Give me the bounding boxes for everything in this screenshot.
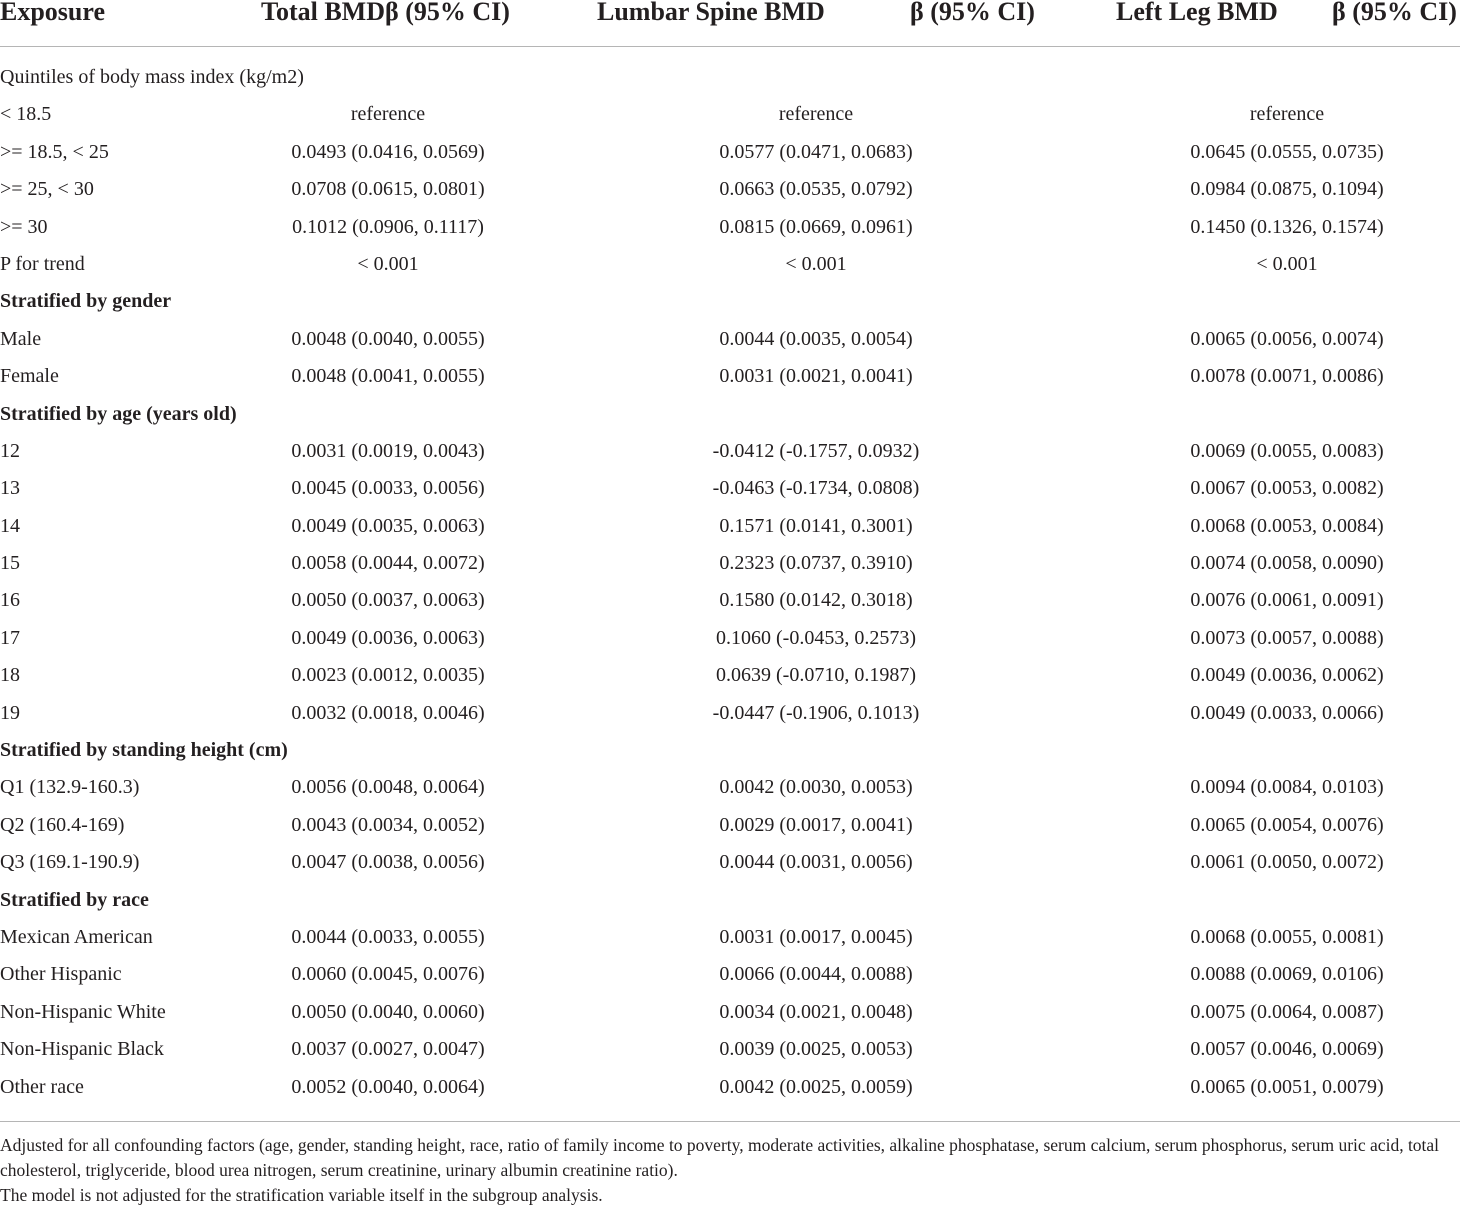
left-leg-bmd-cell: 0.0076 (0.0061, 0.0091) <box>1190 589 1384 612</box>
total-bmd-cell: 0.0047 (0.0038, 0.0056) <box>291 851 485 874</box>
row-label: Non-Hispanic Black <box>0 1038 164 1061</box>
table-row <box>0 470 1460 507</box>
section-header-row <box>0 283 1460 320</box>
row-label: 19 <box>0 701 20 724</box>
lumbar-spine-bmd-cell: -0.0412 (-0.1757, 0.0932) <box>712 439 920 462</box>
total-bmd-cell: 0.0493 (0.0416, 0.0569) <box>291 140 485 163</box>
lumbar-spine-bmd-cell: 0.0044 (0.0035, 0.0054) <box>719 327 913 350</box>
left-leg-bmd-cell: 0.0067 (0.0053, 0.0082) <box>1190 477 1384 500</box>
left-leg-bmd-cell: 0.0984 (0.0875, 0.1094) <box>1190 178 1384 201</box>
row-label: 13 <box>0 477 20 500</box>
row-label: >= 18.5, < 25 <box>0 140 109 163</box>
lumbar-spine-bmd-cell: 0.0066 (0.0044, 0.0088) <box>719 963 913 986</box>
left-leg-bmd-cell: 0.0094 (0.0084, 0.0103) <box>1190 776 1384 799</box>
total-bmd-cell: 0.0023 (0.0012, 0.0035) <box>291 664 485 687</box>
left-leg-bmd-cell: 0.0061 (0.0050, 0.0072) <box>1190 851 1384 874</box>
table-row <box>0 358 1460 395</box>
lumbar-spine-bmd-cell: 0.1580 (0.0142, 0.3018) <box>719 589 913 612</box>
header-lumbar-beta: β (95% CI) <box>910 0 1035 26</box>
header-total-bmd: Total BMDβ (95% CI) <box>261 0 510 26</box>
row-label: < 18.5 <box>0 103 52 126</box>
row-label: Other Hispanic <box>0 963 122 986</box>
row-label: 12 <box>0 439 20 462</box>
total-bmd-cell: 0.0708 (0.0615, 0.0801) <box>291 178 485 201</box>
header-divider <box>0 46 1460 47</box>
left-leg-bmd-cell: < 0.001 <box>1256 252 1318 275</box>
lumbar-spine-bmd-cell: 0.0042 (0.0025, 0.0059) <box>719 1075 913 1098</box>
table-row <box>0 1069 1460 1106</box>
row-label: 16 <box>0 589 20 612</box>
table-row <box>0 433 1460 470</box>
left-leg-bmd-cell: 0.0645 (0.0555, 0.0735) <box>1190 140 1384 163</box>
left-leg-bmd-cell: 0.0068 (0.0053, 0.0084) <box>1190 514 1384 537</box>
lumbar-spine-bmd-cell: 0.0031 (0.0021, 0.0041) <box>719 365 913 388</box>
total-bmd-cell: 0.0058 (0.0044, 0.0072) <box>291 552 485 575</box>
footnote-stratification: The model is not adjusted for the stratification variable itself in the subgroup analysis. <box>0 1185 603 1205</box>
table-row <box>0 134 1460 171</box>
lumbar-spine-bmd-cell: -0.0447 (-0.1906, 0.1013) <box>712 701 920 724</box>
header-lumbar-spine-bmd: Lumbar Spine BMD <box>597 0 825 26</box>
row-label: 15 <box>0 552 20 575</box>
table-row <box>0 96 1460 133</box>
total-bmd-cell: 0.0049 (0.0036, 0.0063) <box>291 626 485 649</box>
left-leg-bmd-cell: 0.0049 (0.0033, 0.0066) <box>1190 701 1384 724</box>
total-bmd-cell: 0.0048 (0.0040, 0.0055) <box>291 327 485 350</box>
lumbar-spine-bmd-cell: < 0.001 <box>785 252 847 275</box>
row-label: Stratified by race <box>0 888 149 911</box>
lumbar-spine-bmd-cell: 0.0639 (-0.0710, 0.1987) <box>716 664 916 687</box>
row-label: 17 <box>0 626 20 649</box>
total-bmd-cell: 0.0056 (0.0048, 0.0064) <box>291 776 485 799</box>
table-row <box>0 807 1460 844</box>
left-leg-bmd-cell: 0.0065 (0.0051, 0.0079) <box>1190 1075 1384 1098</box>
header-exposure: Exposure <box>0 0 105 26</box>
table-row <box>0 620 1460 657</box>
total-bmd-cell: 0.0050 (0.0040, 0.0060) <box>291 1000 485 1023</box>
total-bmd-cell: 0.0032 (0.0018, 0.0046) <box>291 701 485 724</box>
row-label: 14 <box>0 514 20 537</box>
row-label: >= 30 <box>0 215 48 238</box>
row-label: Other race <box>0 1075 84 1098</box>
left-leg-bmd-cell: 0.1450 (0.1326, 0.1574) <box>1190 215 1384 238</box>
row-label: Stratified by standing height (cm) <box>0 739 288 762</box>
lumbar-spine-bmd-cell: 0.2323 (0.0737, 0.3910) <box>719 552 913 575</box>
total-bmd-cell: 0.0049 (0.0035, 0.0063) <box>291 514 485 537</box>
left-leg-bmd-cell: 0.0065 (0.0056, 0.0074) <box>1190 327 1384 350</box>
lumbar-spine-bmd-cell: 0.0577 (0.0471, 0.0683) <box>719 140 913 163</box>
row-label: Q2 (160.4-169) <box>0 813 125 836</box>
table-row <box>0 994 1460 1031</box>
table-row <box>0 582 1460 619</box>
lumbar-spine-bmd-cell: 0.0042 (0.0030, 0.0053) <box>719 776 913 799</box>
header-left-leg-bmd: Left Leg BMD <box>1116 0 1278 26</box>
total-bmd-cell: 0.0060 (0.0045, 0.0076) <box>291 963 485 986</box>
total-bmd-cell: 0.0043 (0.0034, 0.0052) <box>291 813 485 836</box>
row-label: Q3 (169.1-190.9) <box>0 851 140 874</box>
left-leg-bmd-cell: 0.0075 (0.0064, 0.0087) <box>1190 1000 1384 1023</box>
lumbar-spine-bmd-cell: 0.0039 (0.0025, 0.0053) <box>719 1038 913 1061</box>
lumbar-spine-bmd-cell: 0.0031 (0.0017, 0.0045) <box>719 925 913 948</box>
left-leg-bmd-cell: 0.0088 (0.0069, 0.0106) <box>1190 963 1384 986</box>
row-label: Female <box>0 365 59 388</box>
table-row <box>0 657 1460 694</box>
table-row <box>0 508 1460 545</box>
left-leg-bmd-cell: 0.0074 (0.0058, 0.0090) <box>1190 552 1384 575</box>
left-leg-bmd-cell: 0.0065 (0.0054, 0.0076) <box>1190 813 1384 836</box>
total-bmd-cell: 0.0031 (0.0019, 0.0043) <box>291 439 485 462</box>
left-leg-bmd-cell: 0.0049 (0.0036, 0.0062) <box>1190 664 1384 687</box>
lumbar-spine-bmd-cell: 0.0815 (0.0669, 0.0961) <box>719 215 913 238</box>
left-leg-bmd-cell: 0.0073 (0.0057, 0.0088) <box>1190 626 1384 649</box>
total-bmd-cell: 0.0050 (0.0037, 0.0063) <box>291 589 485 612</box>
footnote-adjusted: Adjusted for all confounding factors (age, gender, standing height, race, ratio of family income to poverty, moderate activities, alkaline phosphatase, serum calcium, serum phosphorus, serum uric acid, total cholesterol, triglyceride, blood urea nitrogen, serum creatinine, urinary albumin creatinine ratio). <box>0 1135 1440 1180</box>
row-label: Stratified by age (years old) <box>0 402 237 425</box>
table-row <box>0 956 1460 993</box>
table-row <box>0 321 1460 358</box>
total-bmd-cell: 0.0044 (0.0033, 0.0055) <box>291 925 485 948</box>
table-footnotes <box>0 1133 1460 1208</box>
total-bmd-cell: 0.0052 (0.0040, 0.0064) <box>291 1075 485 1098</box>
total-bmd-cell: < 0.001 <box>357 252 419 275</box>
row-label: P for trend <box>0 252 85 275</box>
left-leg-bmd-cell: 0.0057 (0.0046, 0.0069) <box>1190 1038 1384 1061</box>
table-row <box>0 545 1460 582</box>
lumbar-spine-bmd-cell: 0.0663 (0.0535, 0.0792) <box>719 178 913 201</box>
lumbar-spine-bmd-cell: -0.0463 (-0.1734, 0.0808) <box>712 477 920 500</box>
total-bmd-cell: 0.1012 (0.0906, 0.1117) <box>292 215 484 238</box>
lumbar-spine-bmd-cell: 0.1571 (0.0141, 0.3001) <box>719 514 913 537</box>
table-row <box>0 695 1460 732</box>
section-header-row <box>0 396 1460 433</box>
left-leg-bmd-cell: 0.0078 (0.0071, 0.0086) <box>1190 365 1384 388</box>
row-label: Non-Hispanic White <box>0 1000 166 1023</box>
table-row <box>0 171 1460 208</box>
table-row <box>0 919 1460 956</box>
lumbar-spine-bmd-cell: 0.0034 (0.0021, 0.0048) <box>719 1000 913 1023</box>
left-leg-bmd-cell: reference <box>1249 103 1325 126</box>
section-header-row <box>0 732 1460 769</box>
header-left-leg-beta: β (95% CI) <box>1332 0 1457 26</box>
table-row <box>0 1031 1460 1068</box>
total-bmd-cell: reference <box>350 103 426 126</box>
row-label: 18 <box>0 664 20 687</box>
lumbar-spine-bmd-cell: 0.0029 (0.0017, 0.0041) <box>719 813 913 836</box>
table-row <box>0 844 1460 881</box>
table-row <box>0 209 1460 246</box>
row-label: Male <box>0 327 42 350</box>
row-label: >= 25, < 30 <box>0 178 94 201</box>
total-bmd-cell: 0.0037 (0.0027, 0.0047) <box>291 1038 485 1061</box>
total-bmd-cell: 0.0045 (0.0033, 0.0056) <box>291 477 485 500</box>
row-label: Mexican American <box>0 925 153 948</box>
table-row <box>0 246 1460 283</box>
total-bmd-cell: 0.0048 (0.0041, 0.0055) <box>291 365 485 388</box>
section-header-row <box>0 59 1460 96</box>
table-body <box>0 59 1460 1106</box>
row-label: Q1 (132.9-160.3) <box>0 776 140 799</box>
left-leg-bmd-cell: 0.0068 (0.0055, 0.0081) <box>1190 925 1384 948</box>
lumbar-spine-bmd-cell: 0.1060 (-0.0453, 0.2573) <box>716 626 916 649</box>
row-label: Stratified by gender <box>0 290 172 313</box>
table-row <box>0 769 1460 806</box>
left-leg-bmd-cell: 0.0069 (0.0055, 0.0083) <box>1190 439 1384 462</box>
footer-divider <box>0 1121 1460 1122</box>
row-label: Quintiles of body mass index (kg/m2) <box>0 66 304 88</box>
lumbar-spine-bmd-cell: reference <box>778 103 854 126</box>
section-header-row <box>0 882 1460 919</box>
lumbar-spine-bmd-cell: 0.0044 (0.0031, 0.0056) <box>719 851 913 874</box>
